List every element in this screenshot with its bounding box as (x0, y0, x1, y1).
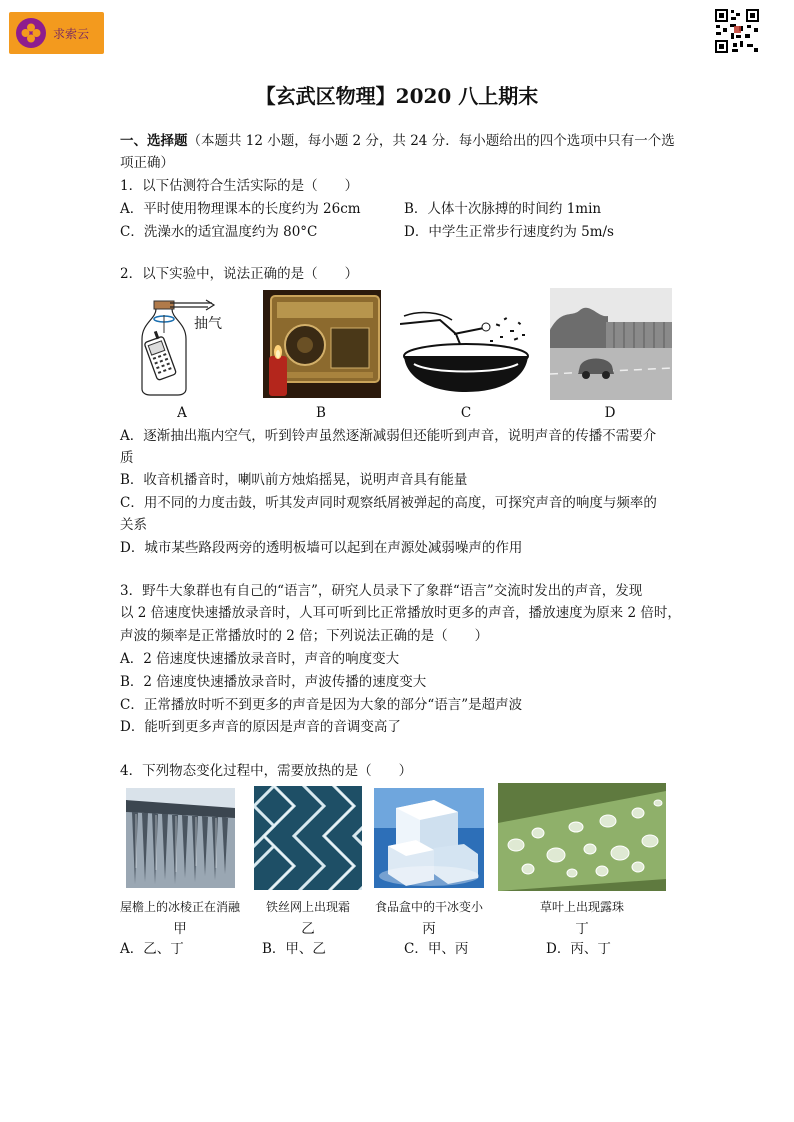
q2-option-b: B．收音机播音时，喇叭前方烛焰摇晃，说明声音具有能量 (120, 472, 468, 488)
q2-stem: 2．以下实验中，说法正确的是（ ） (120, 266, 359, 282)
q2-option-a: A．逐渐抽出瓶内空气，听到铃声虽然逐渐减弱但还能听到声音，说明声音的传播不需要介 (120, 428, 657, 444)
logo-emblem-icon (16, 18, 46, 48)
q2-option-c-cont: 关系 (120, 517, 147, 533)
q4-label-ding: 丁 (575, 921, 589, 937)
q4-label-jia: 甲 (173, 921, 187, 937)
q1-option-b: B．人体十次脉搏的时间约 1min (404, 201, 602, 217)
q4-option-d: D．丙、丁 (546, 941, 611, 957)
icicles-photo (126, 788, 235, 888)
q3-option-b: B．2 倍速度快速播放录音时，声波传播的速度变大 (120, 674, 427, 690)
q4-caption-jia: 屋檐上的冰棱正在消融 (119, 900, 240, 914)
q3-option-d: D．能听到更多声音的原因是声音的音调变高了 (120, 719, 401, 735)
q3-stem-line1: 3．野牛大象群也有自己的“语言”，研究人员录下了象群“语言”交流时发出的声音，发现 (120, 583, 643, 599)
logo-text: 求索云 (53, 27, 90, 41)
q4-label-yi: 乙 (301, 921, 315, 937)
q4-option-a: A．乙、丁 (120, 941, 184, 957)
q2-label-c: C (460, 405, 472, 421)
q4-caption-yi: 铁丝网上出现霜 (265, 900, 350, 914)
bell-jar-figure (132, 293, 227, 398)
brand-logo (9, 12, 104, 54)
q3-option-a: A．2 倍速度快速播放录音时，声音的响度变大 (120, 651, 400, 667)
q1-option-d: D．中学生正常步行速度约为 5m/s (404, 224, 614, 240)
drum-figure (400, 294, 530, 394)
q3-stem-line2: 以 2 倍速度快速播放录音时，人耳可听到比正常播放时更多的声音，播放速度为原来 2 倍时， (120, 605, 681, 621)
frost-mesh-photo (254, 786, 362, 890)
q2-option-a-cont: 质 (120, 450, 134, 466)
q2-label-a: A (177, 405, 187, 421)
dew-drops-photo (498, 783, 666, 891)
q2-label-d: D (604, 405, 616, 421)
q1-option-a: A．平时使用物理课本的长度约为 26cm (120, 201, 361, 217)
page-title: 【玄武区物理】2020 八上期末 (255, 84, 539, 108)
section-heading: 一、选择题 (120, 133, 188, 149)
q1-stem: 1．以下估测符合生活实际的是（ ） (120, 178, 359, 194)
radio-candle-photo (263, 290, 381, 398)
qr-code-icon (714, 8, 760, 54)
road-barrier-photo (550, 288, 672, 400)
dry-ice-photo (374, 788, 484, 888)
section-intro (120, 131, 675, 151)
q1-option-c: C．洗澡水的适宜温度约为 80°C (120, 224, 318, 240)
q3-stem-line3: 声波的频率是正常播放时的 2 倍；下列说法正确的是（ ） (120, 628, 489, 644)
q4-option-c: C．甲、丙 (404, 941, 469, 957)
q2-option-d: D．城市某些路段两旁的透明板墙可以起到在声源处减弱噪声的作用 (120, 540, 523, 556)
q3-option-c: C．正常播放时听不到更多的声音是因为大象的部分“语言”是超声波 (120, 697, 523, 713)
pump-label: 抽气 (194, 316, 222, 332)
q4-caption-bing: 食品盒中的干冰变小 (374, 900, 483, 914)
section-intro-text: （本题共 12 小题，每小题 2 分，共 24 分．每小题给出的四个选项中只有一个选 (187, 133, 675, 149)
q4-label-bing: 丙 (422, 921, 436, 937)
q2-option-c: C．用不同的力度击鼓，听其发声同时观察纸屑被弹起的高度，可探究声音的响度与频率的 (120, 495, 657, 511)
q4-caption-ding: 草叶上出现露珠 (539, 900, 624, 914)
section-intro-cont: 项正确） (120, 155, 174, 171)
q4-stem: 4．下列物态变化过程中，需要放热的是（ ） (120, 763, 413, 779)
q2-label-b: B (316, 405, 326, 421)
q4-option-b: B．甲、乙 (262, 941, 326, 957)
